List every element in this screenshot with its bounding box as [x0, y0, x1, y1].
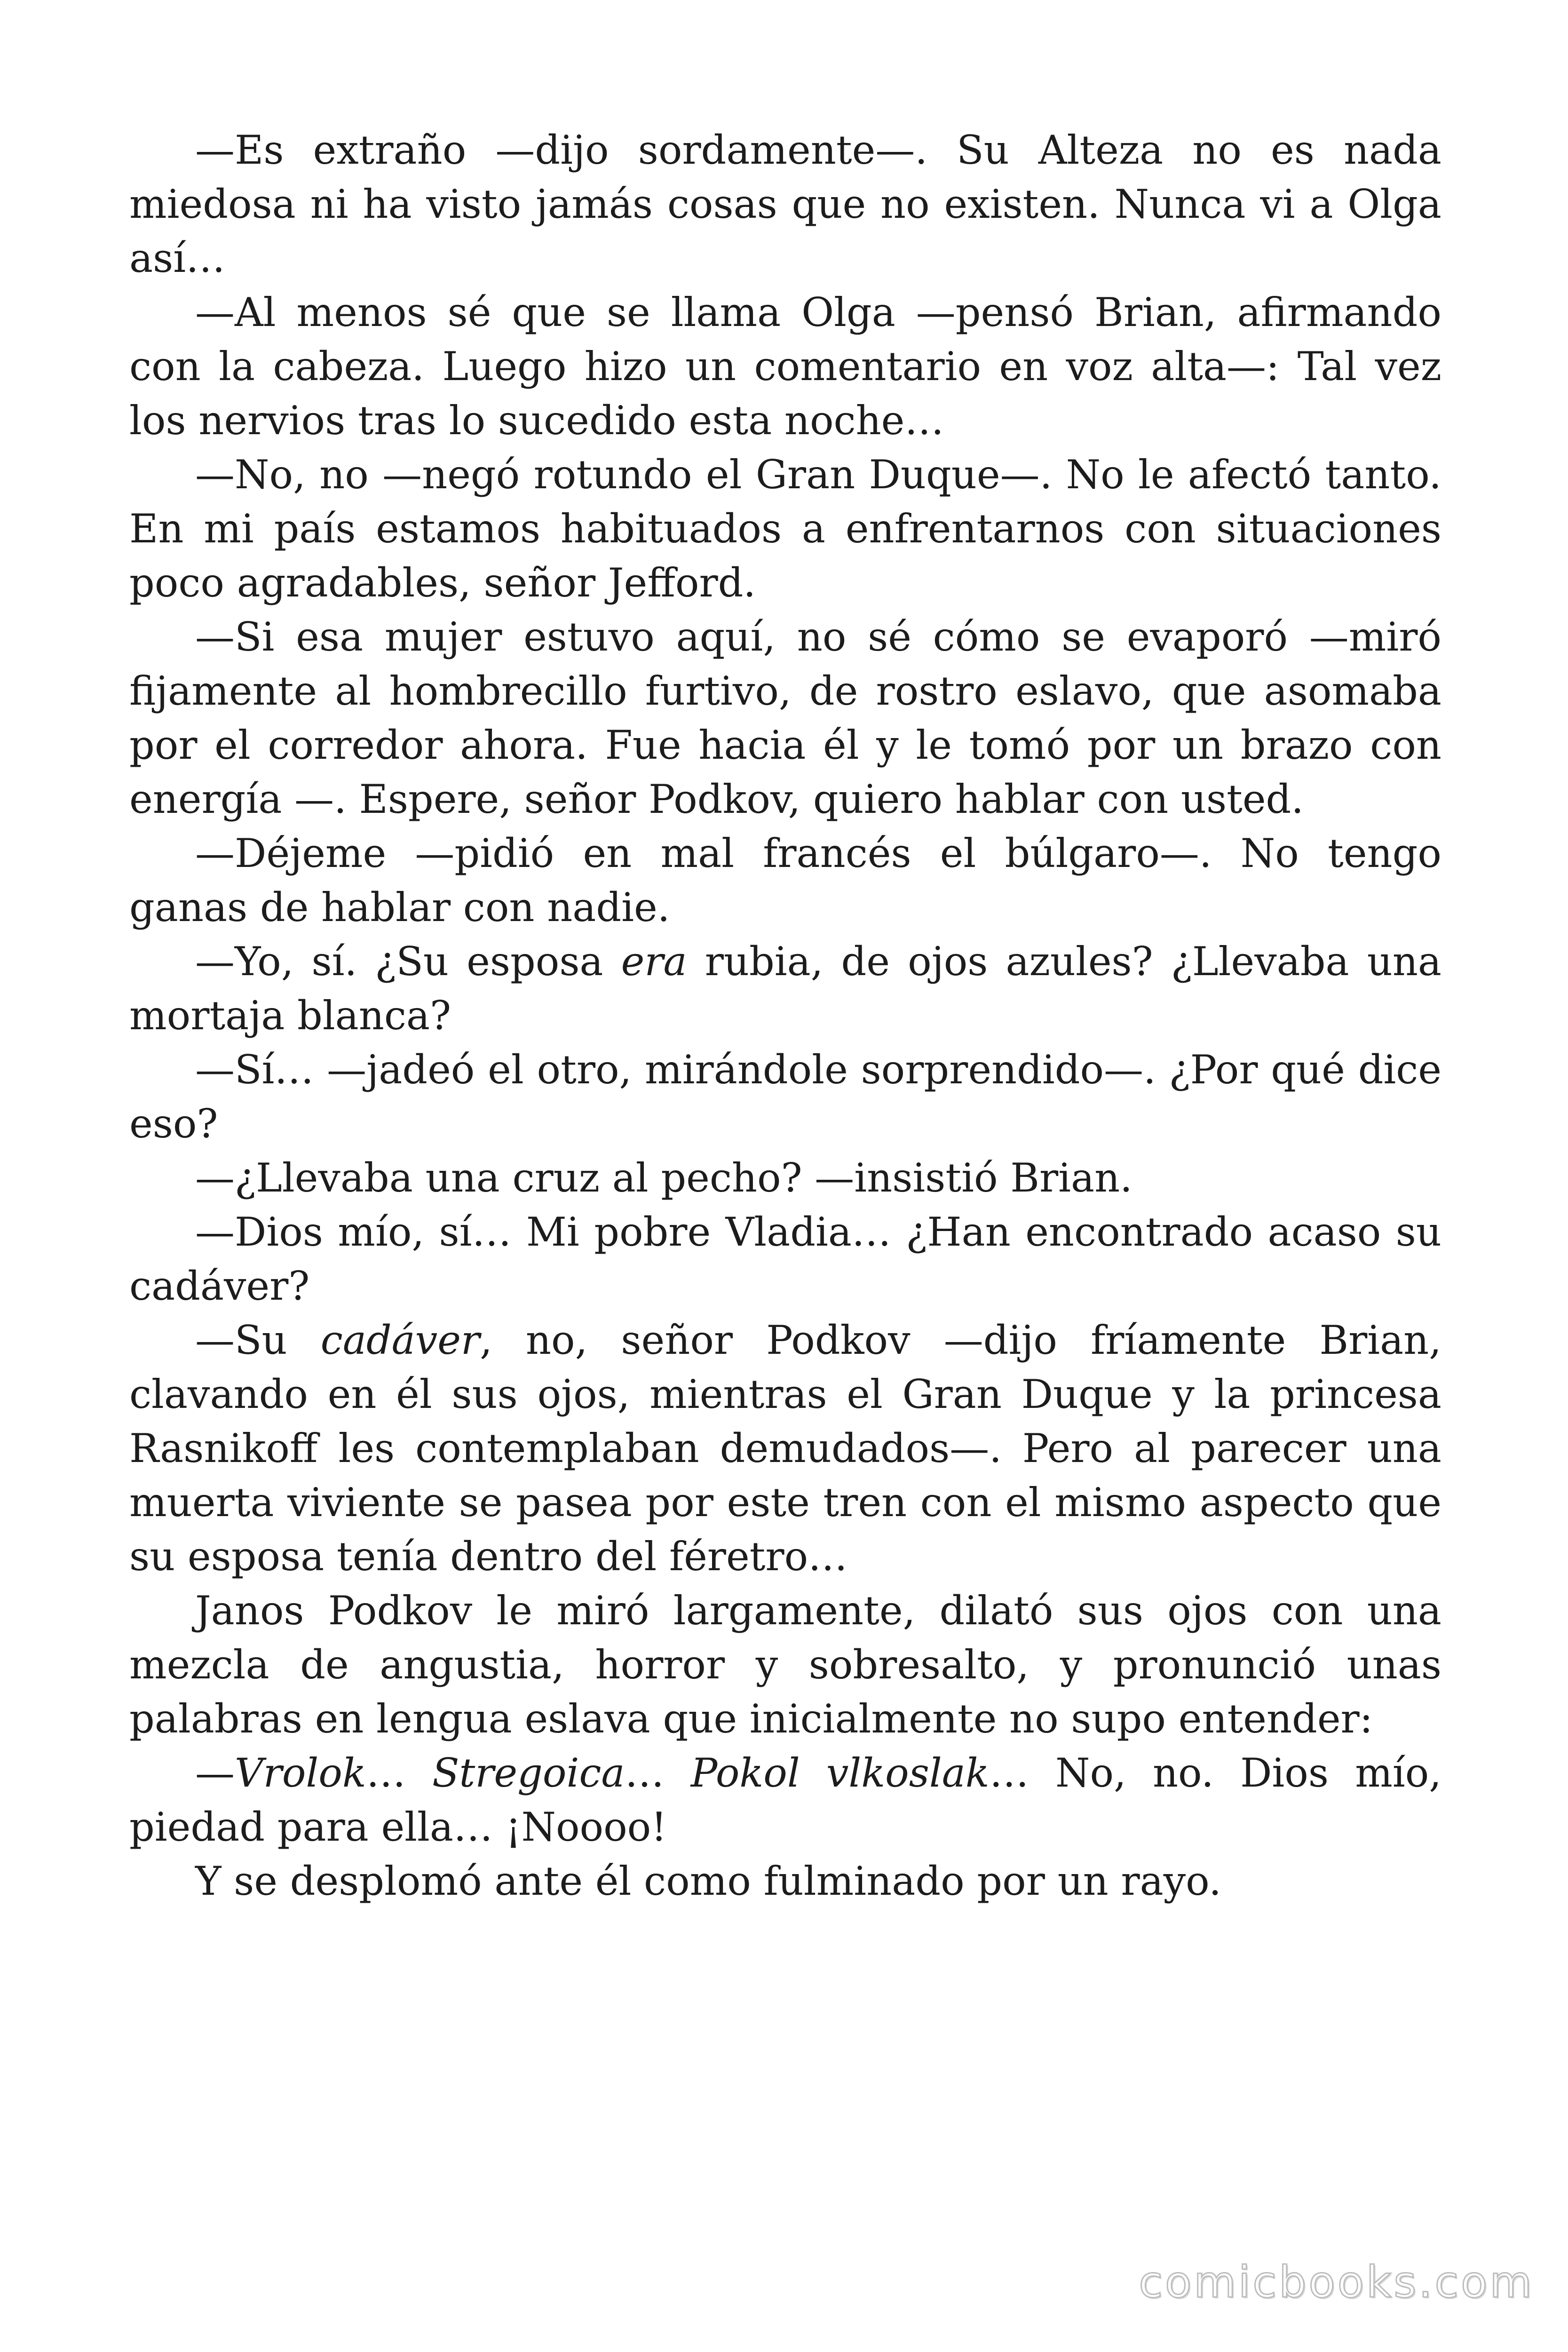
- book-page-text: [129, 123, 1441, 1908]
- text-run: …: [366, 1750, 432, 1796]
- paragraph: [129, 826, 1441, 935]
- text-run: —Su: [195, 1317, 321, 1363]
- text-run: —Déjeme —pidió en mal francés el búlgaro—. No tengo ganas de hablar con nadie.: [129, 830, 1441, 930]
- text-run: —Dios mío, sí… Mi pobre Vladia… ¿Han encontrado acaso su cadáver?: [129, 1209, 1441, 1309]
- paragraph: [129, 1746, 1441, 1854]
- paragraph: [129, 1043, 1441, 1151]
- italic-text: cadáver: [320, 1317, 480, 1363]
- italic-text: Vrolok: [235, 1750, 366, 1796]
- text-run: —Yo, sí. ¿Su esposa: [195, 938, 621, 985]
- paragraph: [129, 1151, 1441, 1205]
- paragraph: [129, 286, 1441, 448]
- text-run: —Sí… —jadeó el otro, mirándole sorprendido—. ¿Por qué dice eso?: [129, 1047, 1441, 1147]
- text-run: —Si esa mujer estuvo aquí, no sé cómo se evaporó —miró fijamente al hombrecillo furtivo, de rostro eslavo, que asomaba por el corredor ahora. Fue hacia él y le tomó por un brazo con energía —. Espere, señor Podkov, quiero hablar con usted.: [129, 614, 1441, 822]
- italic-text: Pokol vlkoslak: [690, 1750, 990, 1796]
- text-run: —¿Llevaba una cruz al pecho? —insistió Brian.: [195, 1155, 1132, 1201]
- paragraph: [129, 448, 1441, 610]
- paragraph: [129, 935, 1441, 1043]
- text-run: , no, señor Podkov —dijo fríamente Brian, clavando en él sus ojos, mientras el Gran Duque y la princesa Rasnikoff les contemplaban demudados—. Pero al parecer una muerta viviente se pasea por este tren con el mismo aspecto que su esposa tenía dentro del féretro…: [129, 1317, 1441, 1580]
- text-run: —: [195, 1750, 235, 1796]
- paragraph: [129, 123, 1441, 286]
- paragraph: [129, 1584, 1441, 1746]
- italic-text: era: [621, 938, 687, 985]
- text-run: rubia, de ojos azules? ¿Llevaba una mortaja blanca?: [129, 938, 1442, 1039]
- text-run: Janos Podkov le miró largamente, dilató sus ojos con una mezcla de angustia, horror y sobresalto, y pronunció unas palabras en lengua eslava que inicialmente no supo entender:: [129, 1588, 1441, 1742]
- paragraph: [129, 1313, 1441, 1584]
- text-run: …: [625, 1750, 691, 1796]
- text-run: —Es extraño —dijo sordamente—. Su Alteza no es nada miedosa ni ha visto jamás cosas que no existen. Nunca vi a Olga así…: [129, 127, 1441, 281]
- text-run: —No, no —negó rotundo el Gran Duque—. No le afectó tanto. En mi país estamos habituados a enfrentarnos con situaciones poco agradables, señor Jefford.: [129, 452, 1441, 606]
- text-run: … No, no. Dios mío, piedad para ella… ¡Noooo!: [129, 1750, 1441, 1850]
- paragraph: [129, 1205, 1441, 1313]
- text-run: Y se desplomó ante él como fulminado por un rayo.: [195, 1858, 1221, 1904]
- text-run: —Al menos sé que se llama Olga —pensó Brian, afirmando con la cabeza. Luego hizo un comentario en voz alta—: Tal vez los nervios tras lo sucedido esta noche…: [129, 289, 1441, 444]
- paragraph: [129, 1854, 1441, 1908]
- paragraph: [129, 610, 1441, 826]
- watermark-logo: comicbooks.com: [1139, 2257, 1534, 2307]
- italic-text: Stregoica: [432, 1750, 625, 1796]
